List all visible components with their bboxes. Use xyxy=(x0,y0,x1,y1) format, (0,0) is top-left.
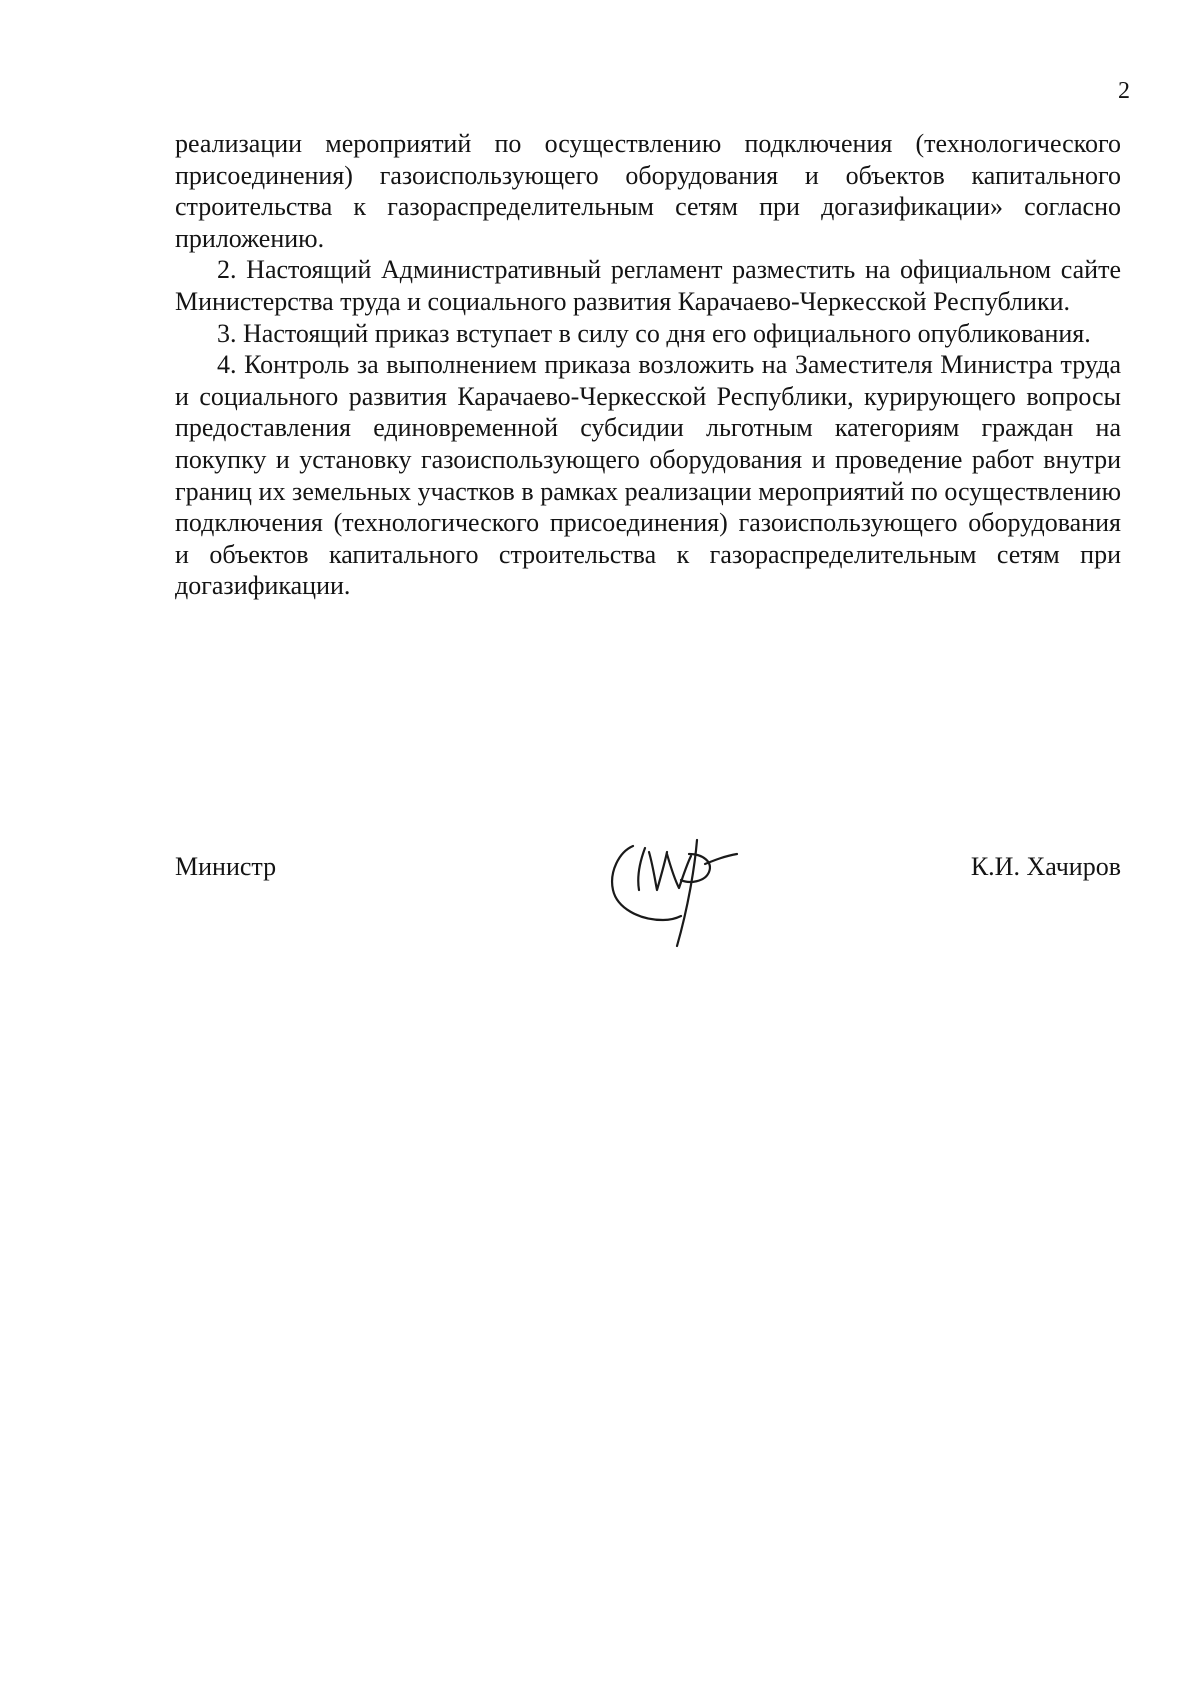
signatory-name: К.И. Хачиров xyxy=(970,852,1121,881)
paragraph-item-4: 4. Контроль за выполнением приказа возложить на Заместителя Министра труда и социального развития Карачаево-Черкесской Республики, курирующего вопросы предоставления единовременной субсидии льготным категориям граждан на покупку и установку газоиспользующего оборудования и проведение работ внутри границ их земельных участков в рамках реализации мероприятий по осуществлению подключения (технологического присоединения) газоиспользующего оборудования и объектов капитального строительства к газораспределительным сетям при догазификации. xyxy=(175,350,1121,601)
paragraph-item-3: 3. Настоящий приказ вступает в силу со дня его официального опубликования. xyxy=(217,318,1091,348)
document-body xyxy=(175,128,1121,602)
handwritten-signature xyxy=(605,824,745,954)
paragraph-continuation: реализации мероприятий по осуществлению подключения (технологического присоединения) газоиспользующего оборудования и объектов капитального строительства к газораспределительным сетям при догазификации» согласно приложению. xyxy=(175,129,1121,253)
paragraph-item-2: 2. Настоящий Административный регламент разместить на официальном сайте Министерства труда и социального развития Карачаево-Черкесской Республики. xyxy=(175,255,1121,316)
page-number: 2 xyxy=(1118,78,1130,104)
signatory-title: Министр xyxy=(175,852,277,881)
signature-block xyxy=(175,824,1121,964)
